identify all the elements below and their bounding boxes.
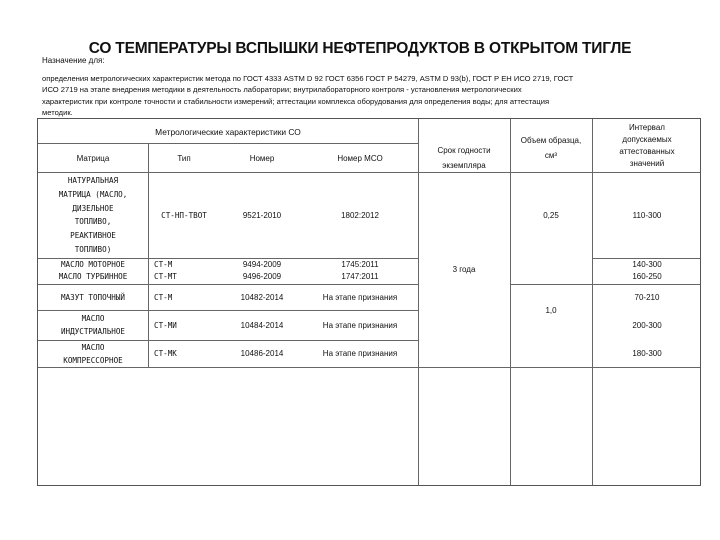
interval-cell: 140-300 [632, 260, 662, 269]
type-cell: СТ-МИ [154, 321, 177, 330]
interval-cell: 70-210 [634, 293, 660, 302]
row-divider [38, 367, 418, 368]
matrix-cell: МАЗУТ ТОПОЧНЫЙ [60, 293, 125, 302]
row-divider [38, 310, 418, 311]
page-title: СО ТЕМПЕРАТУРЫ ВСПЫШКИ НЕФТЕПРОДУКТОВ В ОТКРЫТОМ ТИГЛЕ [88, 40, 632, 57]
mso-cell: На этапе признания [322, 293, 398, 302]
type-cell: СТ-М [154, 260, 173, 269]
interval-cell: 110-300 [632, 211, 662, 220]
interval-cell: 200-300 [632, 321, 662, 330]
row-divider [418, 367, 700, 368]
matrix-cell: МАСЛО ТУРБИННОЕ [58, 272, 128, 281]
number-cell: 10484-2014 [240, 321, 284, 330]
purpose-text [42, 73, 682, 118]
header-type: Тип [177, 154, 191, 163]
number-cell: 10486-2014 [240, 349, 284, 358]
column-divider [510, 119, 511, 485]
volume-cell: 1,0 [545, 306, 557, 315]
mso-cell: На этапе признания [322, 321, 398, 330]
type-cell: СТ-М [154, 293, 173, 302]
volume-cell: 0,25 [543, 211, 559, 220]
number-cell: 9494-2009 [242, 260, 282, 269]
mso-cell: 1747:2011 [341, 272, 379, 281]
interval-cell: 180-300 [632, 349, 662, 358]
mso-cell: 1802:2012 [341, 211, 379, 220]
number-cell: 9521-2010 [242, 211, 282, 220]
column-divider [148, 143, 149, 367]
row-divider [38, 172, 418, 173]
row-divider [510, 284, 700, 285]
row-divider [38, 143, 418, 144]
matrix-cell: МАСЛО КОМПРЕССОРНОЕ [63, 343, 123, 365]
type-cell: СТ-МТ [154, 272, 177, 281]
header-mso-number: Номер МСО [337, 154, 383, 163]
group-header: Метрологические характеристики СО [155, 127, 301, 137]
header-matrix: Матрица [76, 154, 110, 163]
number-cell: 9496-2009 [242, 272, 282, 281]
header-shelf-life: Срок годности экземпляра [437, 146, 491, 170]
matrix-cell: НАТУРАЛЬНАЯ МАТРИЦА (МАСЛО, ДИЗЕЛЬНОЕ ТОПЛИВО, РЕАКТИВНОЕ ТОПЛИВО) [58, 176, 128, 254]
type-cell: СТ-МК [154, 349, 177, 358]
number-cell: 10482-2014 [240, 293, 284, 302]
mso-cell: На этапе признания [322, 349, 398, 358]
purpose-line: ИСО 2719 на этапе внедрения методики в деятельность лаборатории; внутрилабораторного контроля - установления метрологических [42, 85, 522, 95]
mso-cell: 1745:2011 [341, 260, 379, 269]
interval-cell: 160-250 [632, 272, 662, 281]
purpose-heading: Назначение для: [42, 56, 105, 65]
matrix-cell: МАСЛО МОТОРНОЕ [60, 260, 125, 269]
row-divider [418, 172, 700, 173]
header-number: Номер [249, 154, 275, 163]
purpose-line: методик. [42, 107, 73, 117]
type-cell: СТ-НП-ТВОТ [161, 211, 207, 220]
matrix-cell: МАСЛО ИНДУСТРИАЛЬНОЕ [60, 314, 125, 336]
shelf-life-cell: 3 года [452, 265, 476, 274]
purpose-line: определения метрологических характеристик метода по ГОСТ 4333 ASTM D 92 ГОСТ 6356 ГОСТ Р 54279, ASTM D 93(b), ГОСТ Р ЕН ИСО 2719, ГОСТ [42, 74, 574, 83]
row-divider [38, 284, 418, 285]
header-sample-volume: Объем образца, см³ [520, 136, 582, 160]
purpose-line: характеристик при контроле точности и стабильности измерений; аттестации комплекса оборудования для определения воды; для аттестация [42, 96, 550, 106]
header-interval: Интервал допускаемых аттестованных значений [619, 123, 675, 168]
